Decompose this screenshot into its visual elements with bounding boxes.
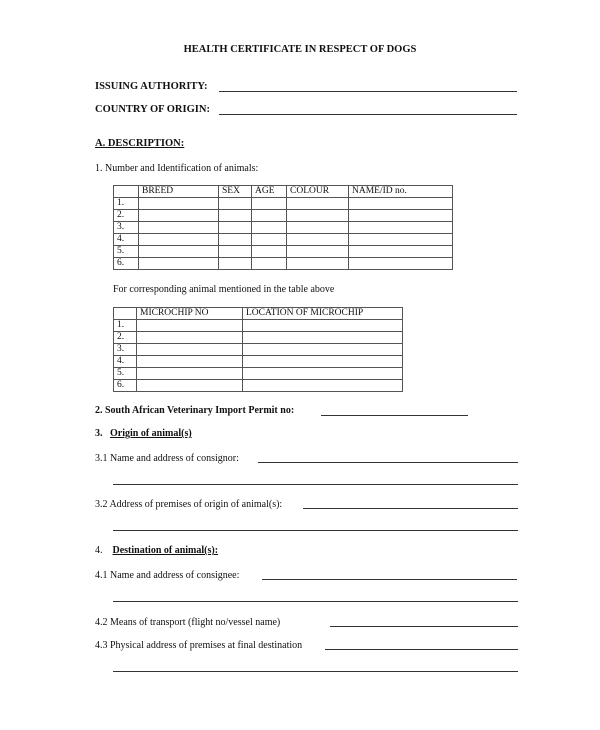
document-title: HEALTH CERTIFICATE IN RESPECT OF DOGS: [183, 44, 417, 55]
premises-origin-field-line-2[interactable]: [113, 530, 518, 531]
table-row: [114, 210, 453, 222]
table-cell[interactable]: [219, 246, 252, 258]
table-cell[interactable]: [219, 198, 252, 210]
import-permit-field[interactable]: [321, 415, 468, 416]
table-cell[interactable]: [243, 320, 403, 332]
table-cell[interactable]: [349, 246, 453, 258]
table-row: [114, 344, 403, 356]
consignee-field-line-2[interactable]: [113, 601, 518, 602]
table-cell[interactable]: [349, 234, 453, 246]
table-cell[interactable]: [139, 210, 219, 222]
table-row: [114, 320, 403, 332]
row-number: 5.: [114, 368, 137, 380]
row-number: 2.: [114, 210, 139, 222]
table-cell[interactable]: [287, 210, 349, 222]
consignor-field-line-2[interactable]: [113, 484, 518, 485]
header-age: AGE: [252, 186, 287, 198]
table-cell[interactable]: [243, 380, 403, 392]
row-number: 4.: [114, 356, 137, 368]
row-number: 1.: [114, 320, 137, 332]
section-a-heading: [95, 138, 184, 150]
table-row: [114, 380, 403, 392]
row-number: 3.: [114, 344, 137, 356]
item-3-2-label: 3.2 Address of premises of origin of animal(s):: [95, 499, 283, 510]
table-cell[interactable]: [243, 332, 403, 344]
table-cell[interactable]: [287, 246, 349, 258]
microchip-table: [113, 307, 403, 392]
header-sex: SEX: [219, 186, 252, 198]
microchip-table-corner: [114, 308, 137, 320]
header-colour: COLOUR: [287, 186, 349, 198]
final-destination-field-line-2[interactable]: [113, 671, 518, 672]
corresponding-animal-note: For corresponding animal mentioned in the table above: [113, 284, 335, 295]
row-number: 1.: [114, 198, 139, 210]
table-row: [114, 222, 453, 234]
item-4-title: Destination of animal(s):: [112, 545, 219, 556]
item-2-import-permit-label: 2. South African Veterinary Import Permit no:: [95, 405, 295, 416]
header-microchip-no: MICROCHIP NO: [137, 308, 243, 320]
item-4-heading: [95, 545, 218, 557]
table-cell[interactable]: [243, 344, 403, 356]
animals-table-corner: [114, 186, 139, 198]
table-cell[interactable]: [252, 258, 287, 270]
table-cell[interactable]: [139, 198, 219, 210]
table-cell[interactable]: [219, 234, 252, 246]
table-row: [114, 258, 453, 270]
item-4-2-label: 4.2 Means of transport (flight no/vessel name): [95, 617, 281, 628]
table-cell[interactable]: [349, 222, 453, 234]
table-cell[interactable]: [219, 258, 252, 270]
table-cell[interactable]: [137, 380, 243, 392]
table-cell[interactable]: [349, 258, 453, 270]
table-cell[interactable]: [139, 234, 219, 246]
item-4-3-label: 4.3 Physical address of premises at final destination: [95, 640, 303, 651]
item-4-1-label: 4.1 Name and address of consignee:: [95, 570, 240, 581]
table-cell[interactable]: [137, 356, 243, 368]
table-row: [114, 246, 453, 258]
table-cell[interactable]: [139, 246, 219, 258]
table-row: [114, 234, 453, 246]
final-destination-field-line-1[interactable]: [325, 649, 518, 650]
country-of-origin-field[interactable]: [219, 114, 517, 115]
table-cell[interactable]: [349, 198, 453, 210]
consignee-field-line-1[interactable]: [262, 579, 517, 580]
microchip-table-header: [114, 308, 403, 320]
table-cell[interactable]: [252, 246, 287, 258]
table-cell[interactable]: [243, 356, 403, 368]
header-name-id: NAME/ID no.: [349, 186, 453, 198]
table-cell[interactable]: [219, 222, 252, 234]
item-4-number: 4.: [95, 545, 103, 556]
table-row: [114, 356, 403, 368]
header-location-of-microchip: LOCATION OF MICROCHIP: [243, 308, 403, 320]
country-of-origin-label: COUNTRY OF ORIGIN:: [95, 104, 210, 115]
issuing-authority-field[interactable]: [219, 91, 517, 92]
table-cell[interactable]: [252, 210, 287, 222]
table-cell[interactable]: [287, 258, 349, 270]
transport-field[interactable]: [330, 626, 518, 627]
row-number: 4.: [114, 234, 139, 246]
table-cell[interactable]: [349, 210, 453, 222]
item-3-title: Origin of animal(s): [110, 428, 192, 439]
item-3-1-label: 3.1 Name and address of consignor:: [95, 453, 239, 464]
row-number: 5.: [114, 246, 139, 258]
section-a-heading-text: A. DESCRIPTION:: [95, 138, 185, 149]
animals-table-header: [114, 186, 453, 198]
row-number: 2.: [114, 332, 137, 344]
header-breed: BREED: [139, 186, 219, 198]
table-cell[interactable]: [287, 234, 349, 246]
row-number: 6.: [114, 258, 139, 270]
table-cell[interactable]: [139, 258, 219, 270]
table-cell[interactable]: [137, 344, 243, 356]
row-number: 3.: [114, 222, 139, 234]
table-row: [114, 368, 403, 380]
table-cell[interactable]: [219, 210, 252, 222]
table-cell[interactable]: [139, 222, 219, 234]
table-cell[interactable]: [287, 198, 349, 210]
table-cell[interactable]: [252, 234, 287, 246]
table-cell[interactable]: [287, 222, 349, 234]
table-cell[interactable]: [243, 368, 403, 380]
consignor-field-line-1[interactable]: [258, 462, 518, 463]
table-cell[interactable]: [252, 198, 287, 210]
premises-origin-field-line-1[interactable]: [303, 508, 518, 509]
animals-table: [113, 185, 453, 270]
table-cell[interactable]: [137, 320, 243, 332]
table-cell[interactable]: [137, 332, 243, 344]
table-row: [114, 198, 453, 210]
item-1-label: 1. Number and Identification of animals:: [95, 163, 259, 174]
item-3-heading: [95, 428, 192, 440]
row-number: 6.: [114, 380, 137, 392]
table-cell[interactable]: [252, 222, 287, 234]
item-3-number: 3.: [95, 428, 103, 439]
issuing-authority-label: ISSUING AUTHORITY:: [95, 81, 208, 92]
table-row: [114, 332, 403, 344]
table-cell[interactable]: [137, 368, 243, 380]
